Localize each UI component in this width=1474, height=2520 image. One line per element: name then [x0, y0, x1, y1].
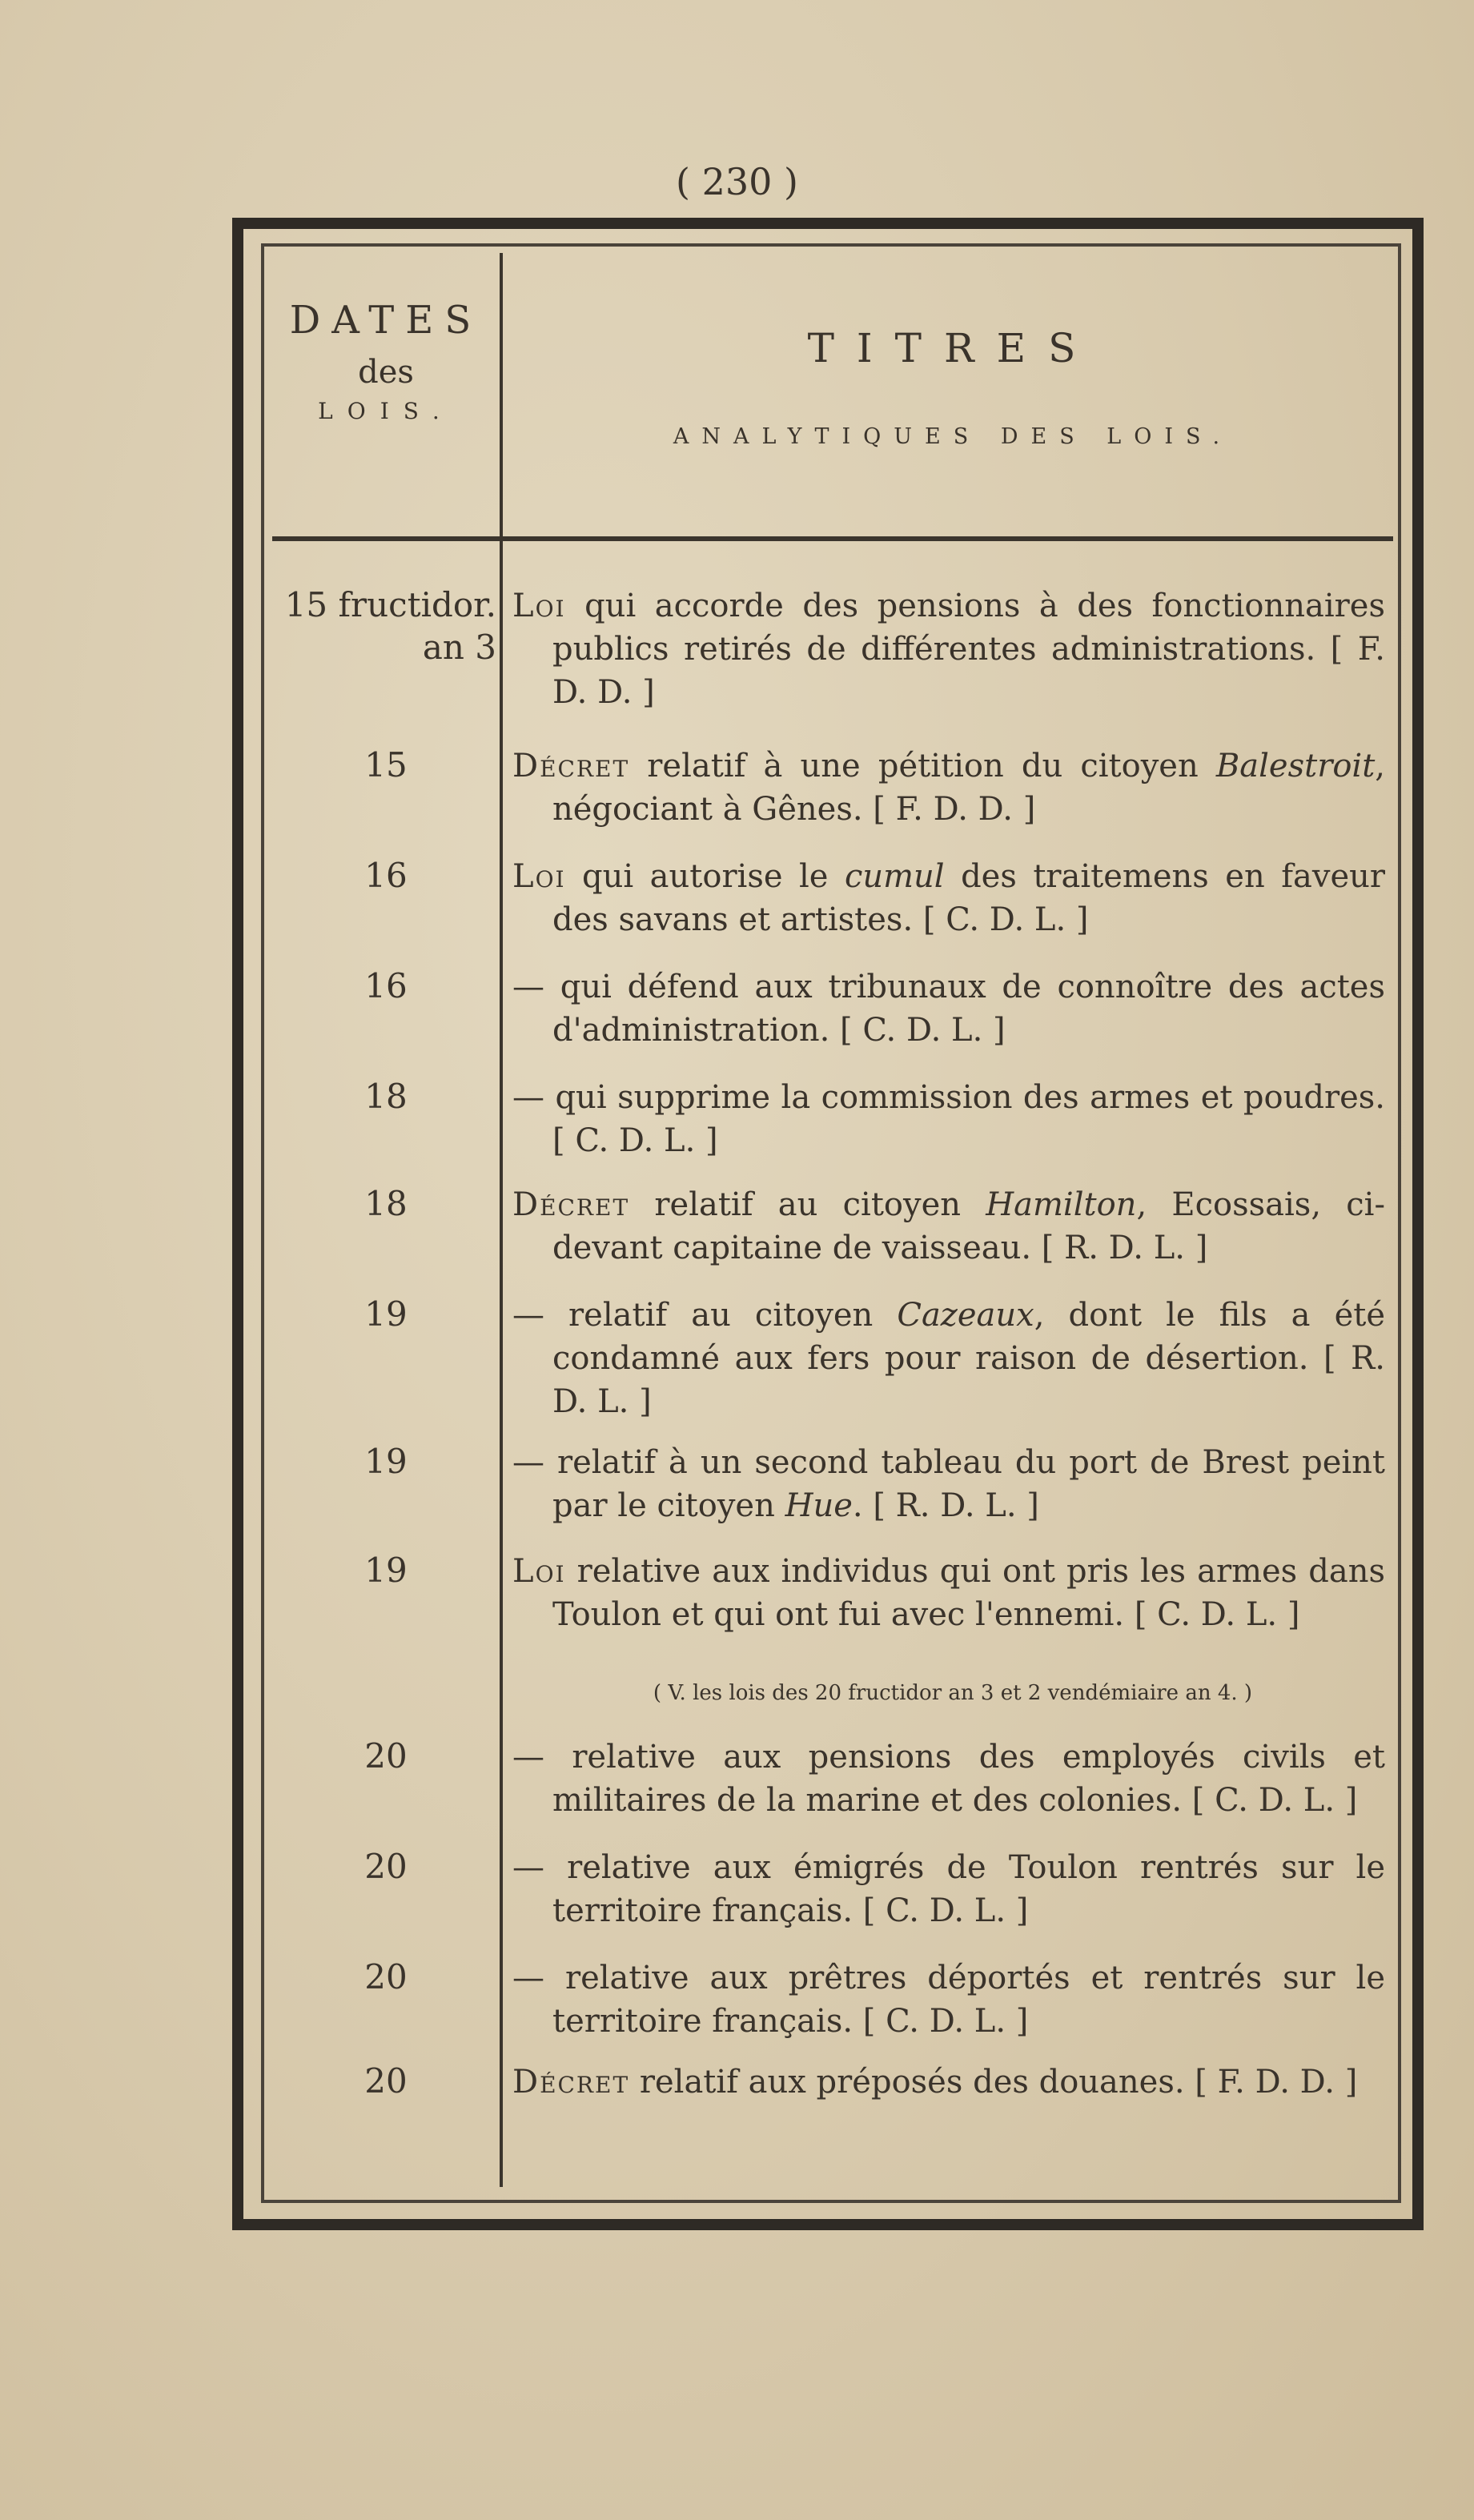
dates-header-des: des	[358, 353, 414, 391]
entry-lead: Loi	[512, 588, 566, 624]
entry-text: — relatif à un second tableau du port de Brest peint par le citoyen	[512, 1444, 1385, 1524]
entry-person-name: Hamilton	[986, 1186, 1137, 1223]
entry-text: relatif à une pétition du citoyen	[629, 748, 1216, 784]
header-rule	[272, 536, 1393, 541]
entry-text: qui autorise le	[565, 858, 845, 895]
entry-text: relatif aux préposés des douanes. [ F. D. D. ]	[629, 2064, 1358, 2101]
titres-header-subtitle: ANALYTIQUES DES LOIS.	[673, 424, 1233, 449]
entry-text: relative aux individus qui ont pris les armes dans Toulon et qui ont fui avec l'ennemi. [ C. D. L. ]	[552, 1553, 1385, 1633]
cross-reference-note: ( V. les lois des 20 fructidor an 3 et 2 vendémiaire an 4. )	[653, 1681, 1253, 1705]
entry-title	[512, 1294, 1385, 1423]
entry-date: 19	[364, 1442, 408, 1481]
titres-column-header	[512, 320, 1393, 449]
entry-text: , Ecossais, ci-devant capitaine de vaisseau. [ R. D. L. ]	[552, 1186, 1385, 1266]
entry-text: — relative aux prêtres déportés et rentrés sur le territoire français. [ C. D. L. ]	[512, 1960, 1385, 2040]
entry-title	[512, 965, 1385, 1052]
entry-title	[512, 1441, 1385, 1527]
entry-title	[512, 2061, 1385, 2104]
entry-date: 16	[364, 856, 408, 895]
column-divider	[500, 253, 503, 2187]
entry-date: 19	[364, 1294, 408, 1334]
entry-text: — qui défend aux tribunaux de connoître des actes d'administration. [ C. D. L. ]	[512, 969, 1385, 1049]
entry-title	[512, 1076, 1385, 1162]
entry-date: 19	[364, 1551, 408, 1590]
entry-text: des traitemens en faveur des savans et artistes. [ C. D. L. ]	[552, 858, 1385, 938]
entry-lead: Décret	[512, 1186, 630, 1223]
entry-date: 18	[364, 1077, 408, 1116]
entry-text: — relatif au citoyen	[512, 1297, 898, 1334]
entry-date: 20	[364, 1736, 408, 1776]
titres-header-word: TITRES	[807, 325, 1098, 371]
entry-text: — relative aux émigrés de Toulon rentrés sur le territoire français. [ C. D. L. ]	[512, 1849, 1385, 1929]
entry-text: relatif au citoyen	[629, 1186, 986, 1223]
entry-title	[512, 584, 1385, 714]
entry-lead: Loi	[512, 1553, 566, 1590]
entry-title	[512, 744, 1385, 831]
entry-person-name: Balestroit	[1215, 748, 1376, 784]
entry-date: 20	[364, 2061, 408, 2101]
entry-text: — relative aux pensions des employés civils et militaires de la marine et des colonies. [ C. D. L. ]	[512, 1739, 1385, 1819]
entry-date: 15	[364, 745, 408, 784]
entry-date: 20	[364, 1957, 408, 1996]
page-number: ( 230 )	[676, 160, 798, 203]
entry-lead: Décret	[512, 2064, 630, 2101]
entry-text: , dont le fils a été condamné aux fers pour raison de désertion. [ R. D. L. ]	[552, 1297, 1385, 1420]
dates-header-lois: LOIS.	[318, 397, 454, 424]
entry-lead: Décret	[512, 748, 630, 784]
entry-term: cumul	[844, 858, 945, 895]
entry-date: 16	[364, 966, 408, 1005]
entry-lead: Loi	[512, 858, 566, 895]
entry-date: 15 fructidor. an 3	[284, 585, 496, 667]
entry-text: , négociant à Gênes. [ F. D. D. ]	[552, 748, 1385, 828]
dates-column-header	[272, 293, 500, 427]
entry-date: 18	[364, 1184, 408, 1223]
entry-title	[512, 1183, 1385, 1270]
entry-title	[512, 1550, 1385, 1636]
entry-title	[512, 855, 1385, 941]
entry-person-name: Hue	[785, 1487, 853, 1524]
entry-title	[512, 1846, 1385, 1932]
entry-person-name: Cazeaux	[897, 1297, 1034, 1334]
entry-text: . [ R. D. L. ]	[852, 1487, 1039, 1524]
entry-text: — qui supprime la commission des armes et poudres. [ C. D. L. ]	[512, 1079, 1385, 1159]
entry-title	[512, 1956, 1385, 2043]
entry-title	[512, 1736, 1385, 1822]
dates-header-word: DATES	[289, 298, 483, 343]
entry-text: qui accorde des pensions à des fonctionnaires publics retirés de différentes administrations. [ F. D. D. ]	[552, 588, 1385, 711]
entry-date: 20	[364, 1847, 408, 1886]
